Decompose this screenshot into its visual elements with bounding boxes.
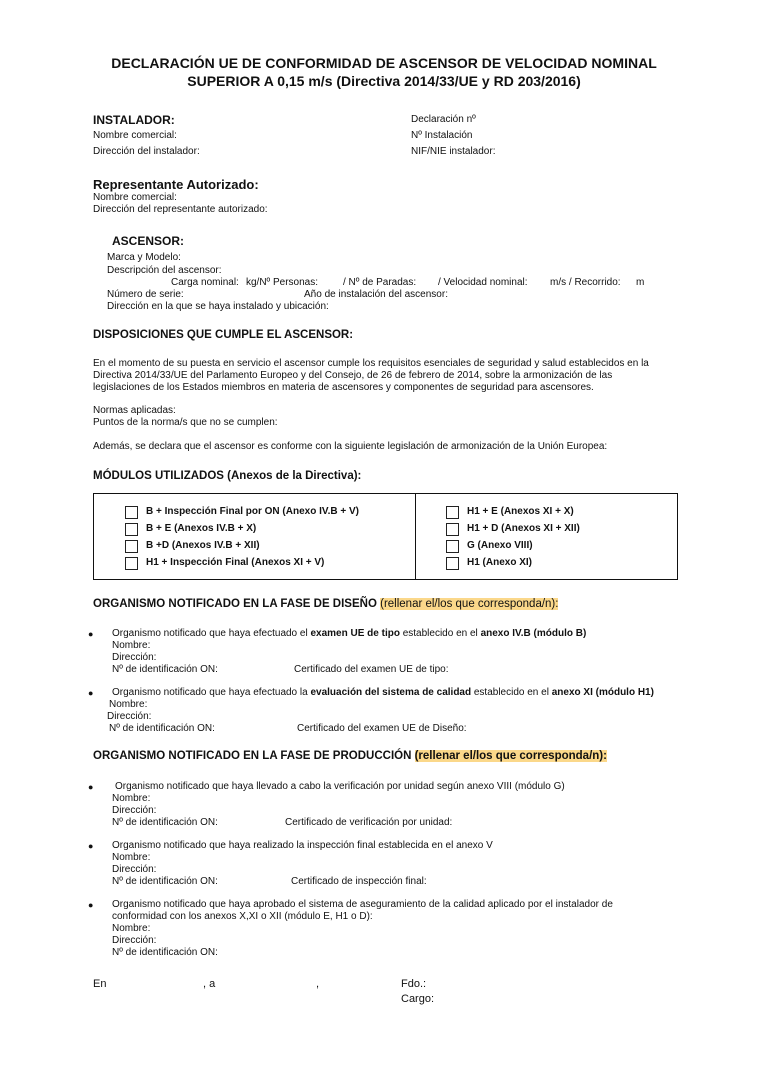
- anio-label: Año de instalación del ascensor:: [304, 289, 448, 300]
- diseno-item1-text: Organismo notificado que haya efectuado el examen UE de tipo establecido en el anexo IV.B (módulo B): [112, 628, 587, 639]
- modulo-label: B + Inspección Final por ON (Anexo IV.B + V): [146, 506, 360, 517]
- modulo-label: H1 + Inspección Final (Anexos XI + V): [146, 557, 325, 568]
- instalador-direccion-label: Dirección del instalador:: [93, 146, 200, 157]
- metros-unit: m: [636, 277, 645, 288]
- disposiciones-paragraph: En el momento de su puesta en servicio el ascensor cumple los requisitos esenciales de seguridad y salud establecidos en la Directiva 2014/33/UE del Parlamento Europeo y del Consejo, de 26 de febrero de 2014, sobre la armonización de las legislaciones de los Estados miembros en materia de ascensores y componentes de seguridad para ascensores.: [93, 358, 649, 393]
- document-title-line2: SUPERIOR A 0,15 m/s (Directiva 2014/33/UE y RD 203/2016): [187, 73, 581, 89]
- checkbox-modulo-h1-d[interactable]: [446, 523, 459, 536]
- paradas-label: / Nº de Paradas:: [343, 277, 417, 288]
- checkbox-modulo-b-d[interactable]: [125, 540, 138, 553]
- produccion-item3-line1: Organismo notificado que haya aprobado el sistema de aseguramiento de la calidad aplicado por el instalador de: [112, 899, 613, 910]
- produccion-item3-line2: conformidad con los anexos X,XI o XII (módulo E, H1 o D):: [112, 911, 373, 922]
- direccion-label: Dirección:: [112, 864, 157, 875]
- firma-cargo-label: Cargo:: [401, 993, 435, 1005]
- certificado-label: Certificado del examen UE de Diseño:: [297, 723, 467, 734]
- ademas-paragraph: Además, se declara que el ascensor es conforme con la siguiente legislación de armonización de la Unión Europea:: [93, 441, 608, 452]
- modulos-divider: [415, 494, 416, 579]
- certificado-label: Certificado del examen UE de tipo:: [294, 664, 449, 675]
- modulo-label: H1 + D (Anexos XI + XII): [467, 523, 580, 534]
- id-on-label: Nº de identificación ON:: [112, 817, 218, 828]
- firma-lugar-label: En: [93, 978, 107, 990]
- checkbox-modulo-h1-e[interactable]: [446, 506, 459, 519]
- instalador-heading: INSTALADOR:: [93, 113, 175, 127]
- direccion-label: Dirección:: [112, 652, 157, 663]
- nombre-label: Nombre:: [112, 793, 151, 804]
- marca-label: Marca y Modelo:: [107, 252, 181, 263]
- nombre-label: Nombre:: [112, 923, 151, 934]
- modulo-label: B +D (Anexos IV.B + XII): [146, 540, 260, 551]
- nombre-label: Nombre:: [112, 852, 151, 863]
- modulos-heading: MÓDULOS UTILIZADOS (Anexos de la Directiva):: [93, 470, 362, 482]
- certificado-label: Certificado de inspección final:: [291, 876, 427, 887]
- firma-fdo-label: Fdo.:: [401, 978, 427, 990]
- nif-label: NIF/NIE instalador:: [411, 146, 496, 157]
- id-on-label: Nº de identificación ON:: [112, 947, 218, 958]
- id-on-label: Nº de identificación ON:: [112, 876, 218, 887]
- direccion-label: Dirección:: [112, 805, 157, 816]
- bullet-icon: ●: [88, 782, 94, 792]
- ascensor-heading: ASCENSOR:: [112, 234, 185, 248]
- puntos-label: Puntos de la norma/s que no se cumplen:: [93, 417, 278, 428]
- produccion-highlight-note: (rellenar el/los que corresponda/n):: [414, 750, 607, 762]
- modulo-label: H1 + E (Anexos XI + X): [467, 506, 574, 517]
- bullet-icon: ●: [88, 688, 94, 698]
- kg-personas-label: kg/Nº Personas:: [246, 277, 319, 288]
- checkbox-modulo-h1-inspeccion[interactable]: [125, 557, 138, 570]
- representante-heading: Representante Autorizado:: [93, 177, 259, 192]
- bullet-icon: ●: [88, 900, 94, 910]
- produccion-item2-text: Organismo notificado que haya realizado la inspección final establecida en el anexo V: [112, 840, 493, 851]
- velocidad-label: / Velocidad nominal:: [438, 277, 528, 288]
- representante-direccion-label: Dirección del representante autorizado:: [93, 204, 268, 215]
- bullet-icon: ●: [88, 841, 94, 851]
- checkbox-modulo-b-e[interactable]: [125, 523, 138, 536]
- id-on-label: Nº de identificación ON:: [112, 664, 218, 675]
- carga-label: Carga nominal:: [171, 277, 239, 288]
- modulos-table: [93, 493, 678, 580]
- modulo-label: G (Anexo VIII): [467, 540, 533, 551]
- id-on-label: Nº de identificación ON:: [109, 723, 215, 734]
- document-title-line1: DECLARACIÓN UE DE CONFORMIDAD DE ASCENSOR DE VELOCIDAD NOMINAL: [111, 55, 657, 71]
- ubicacion-label: Dirección en la que se haya instalado y ubicación:: [107, 301, 329, 312]
- modulo-label: B + E (Anexos IV.B + X): [146, 523, 257, 534]
- nombre-label: Nombre:: [112, 640, 151, 651]
- produccion-item1-text: Organismo notificado que haya llevado a cabo la verificación por unidad según anexo VIII (módulo G): [115, 781, 565, 792]
- checkbox-modulo-h1[interactable]: [446, 557, 459, 570]
- descripcion-label: Descripción del ascensor:: [107, 265, 222, 276]
- certificado-label: Certificado de verificación por unidad:: [285, 817, 453, 828]
- firma-fecha-label: , a: [203, 978, 216, 990]
- direccion-label: Dirección:: [112, 935, 157, 946]
- bullet-icon: ●: [88, 629, 94, 639]
- checkbox-modulo-g[interactable]: [446, 540, 459, 553]
- serie-label: Número de serie:: [107, 289, 184, 300]
- disposiciones-heading: DISPOSICIONES QUE CUMPLE EL ASCENSOR:: [93, 329, 354, 341]
- instalador-nombre-label: Nombre comercial:: [93, 130, 177, 141]
- instalacion-label: Nº Instalación: [411, 130, 473, 141]
- diseno-highlight-note: (rellenar el/los que corresponda/n):: [380, 598, 559, 610]
- diseno-heading: ORGANISMO NOTIFICADO EN LA FASE DE DISEÑO (rellenar el/los que corresponda/n):: [93, 598, 559, 610]
- produccion-heading: ORGANISMO NOTIFICADO EN LA FASE DE PRODUCCIÓN (rellenar el/los que corresponda/n):: [93, 750, 607, 762]
- checkbox-modulo-b-inspeccion[interactable]: [125, 506, 138, 519]
- normas-label: Normas aplicadas:: [93, 405, 176, 416]
- declaracion-label: Declaración nº: [411, 114, 476, 125]
- firma-comma: ,: [316, 978, 320, 990]
- recorrido-label: m/s / Recorrido:: [550, 277, 621, 288]
- diseno-item2-text: Organismo notificado que haya efectuado la evaluación del sistema de calidad establecido en el anexo XI (módulo H1): [112, 687, 654, 698]
- modulo-label: H1 (Anexo XI): [467, 557, 533, 568]
- direccion-label: Dirección:: [107, 711, 152, 722]
- nombre-label: Nombre:: [109, 699, 148, 710]
- representante-nombre-label: Nombre comercial:: [93, 192, 177, 203]
